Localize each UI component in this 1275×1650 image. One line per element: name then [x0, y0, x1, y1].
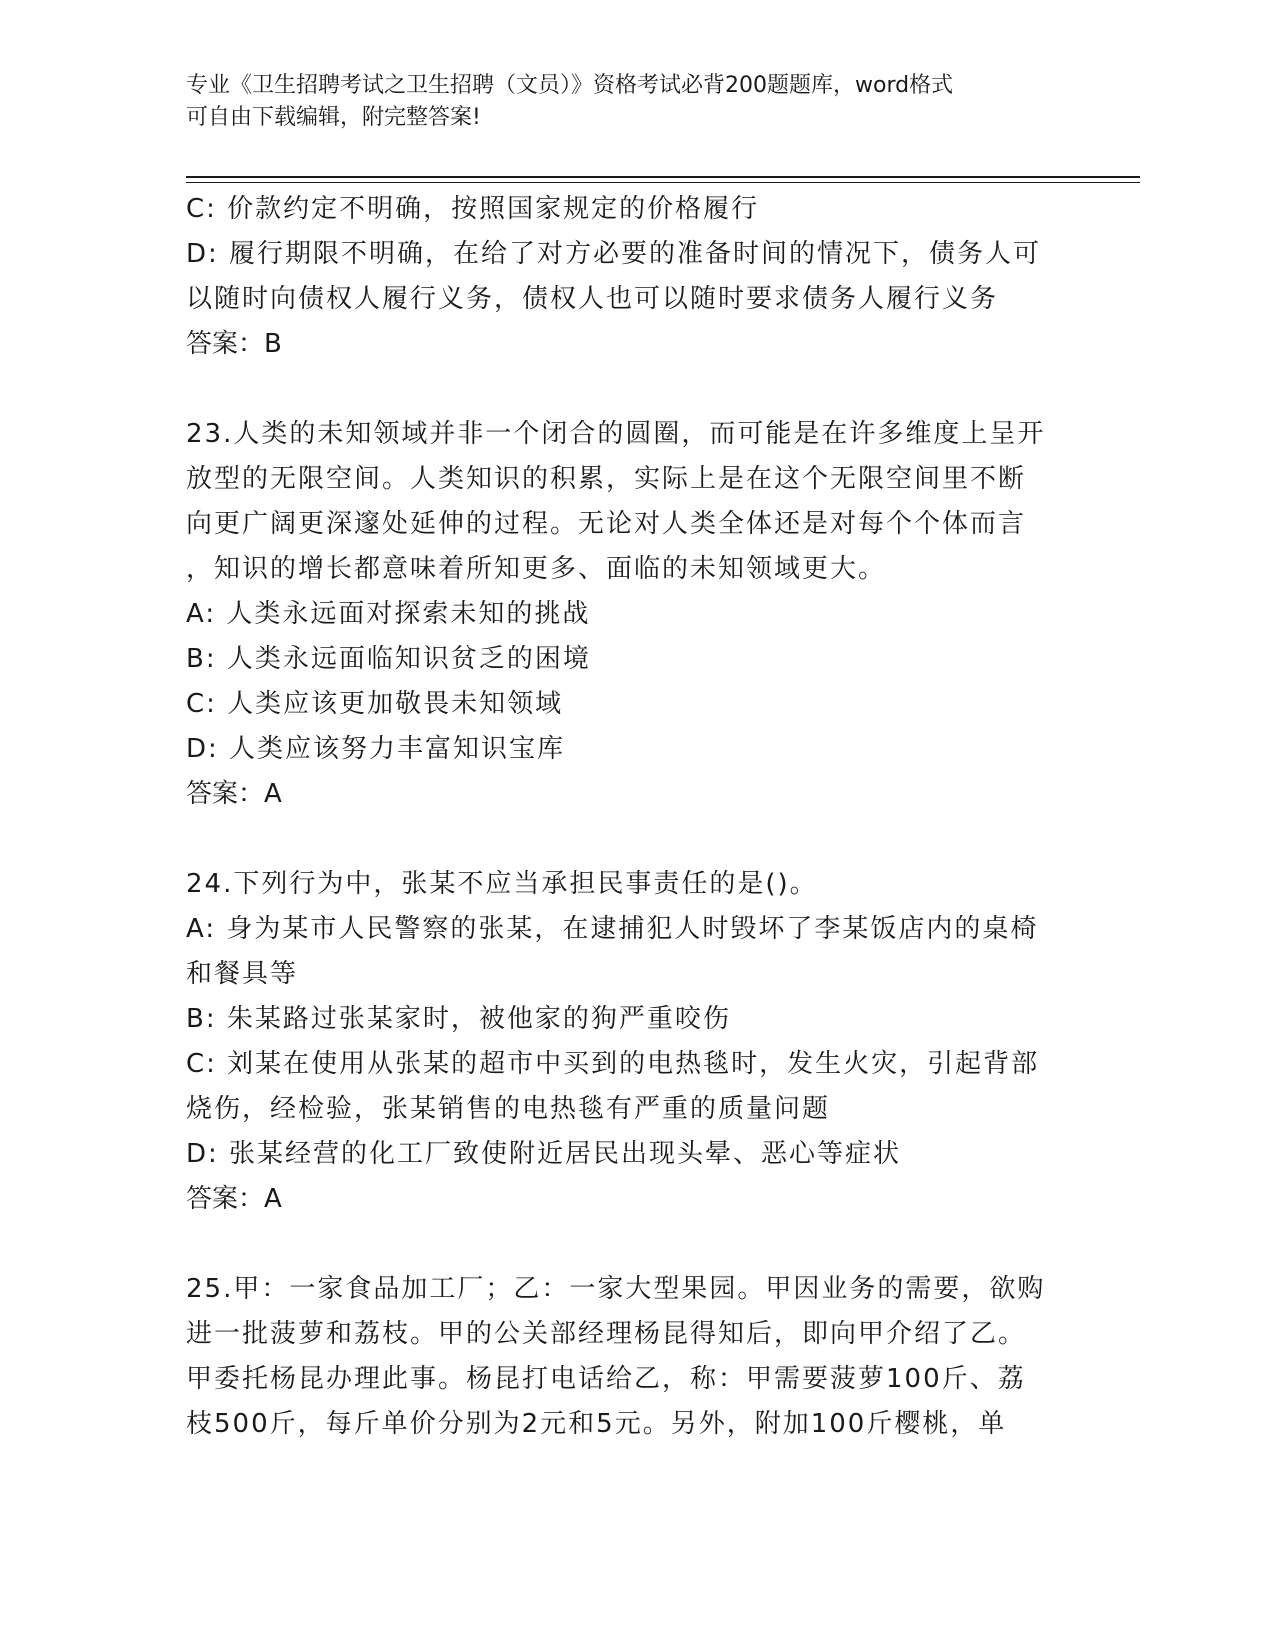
question-25 — [186, 1267, 1066, 1447]
option-d-continued: 以随时向债权人履行义务，债权人也可以随时要求债务人履行义务 — [186, 284, 999, 314]
option-c: C: 人类应该更加敬畏未知领域 — [186, 689, 564, 719]
option-d: D: 履行期限不明确，在给了对方必要的准备时间的情况下，债务人可 — [186, 239, 1042, 269]
question-22 — [186, 187, 1066, 367]
option-d: D: 人类应该努力丰富知识宝库 — [186, 734, 566, 764]
header-title-line-2: 可自由下载编辑，附完整答案! — [186, 105, 481, 130]
option-c: C: 价款约定不明确，按照国家规定的价格履行 — [186, 194, 760, 224]
answer: 答案：A — [186, 779, 282, 809]
question-stem-continued: ，知识的增长都意味着所知更多、面临的未知领域更大。 — [186, 554, 887, 584]
question-stem-continued: 枝500斤，每斤单价分别为2元和5元。另外，附加100斤樱桃，单 — [186, 1409, 1007, 1439]
question-23 — [186, 412, 1066, 817]
question-stem-continued: 向更广阔更深邃处延伸的过程。无论对人类全体还是对每个个体而言 — [186, 509, 1027, 539]
question-stem-continued: 放型的无限空间。人类知识的积累，实际上是在这个无限空间里不断 — [186, 464, 1027, 494]
option-d: D: 张某经营的化工厂致使附近居民出现头晕、恶心等症状 — [186, 1139, 902, 1169]
answer: 答案：B — [186, 329, 282, 359]
header-title-line-1: 专业《卫生招聘考试之卫生招聘（文员）》资格考试必背200题题库，word格式 — [186, 73, 954, 98]
option-a-continued: 和餐具等 — [186, 959, 299, 989]
question-24 — [186, 862, 1066, 1222]
header-divider-thin — [186, 182, 1140, 183]
option-c: C: 刘某在使用从张某的超市中买到的电热毯时，发生火灾，引起背部 — [186, 1049, 1040, 1079]
option-b: B: 人类永远面临知识贫乏的困境 — [186, 644, 591, 674]
spacer — [186, 817, 1066, 862]
option-a: A: 身为某市人民警察的张某，在逮捕犯人时毁坏了李某饭店内的桌椅 — [186, 914, 1039, 944]
question-stem: 24.下列行为中，张某不应当承担民事责任的是()。 — [186, 869, 818, 899]
option-b: B: 朱某路过张某家时，被他家的狗严重咬伤 — [186, 1004, 731, 1034]
spacer — [186, 1222, 1066, 1267]
question-stem: 25.甲：一家食品加工厂；乙：一家大型果园。甲因业务的需要，欲购 — [186, 1274, 1046, 1304]
question-content — [186, 187, 1066, 1447]
question-stem-continued: 进一批菠萝和荔枝。甲的公关部经理杨昆得知后，即向甲介绍了乙。 — [186, 1319, 1027, 1349]
answer: 答案：A — [186, 1184, 282, 1214]
option-c-continued: 烧伤，经检验，张某销售的电热毯有严重的质量问题 — [186, 1094, 831, 1124]
question-stem: 23.人类的未知领域并非一个闭合的圆圈，而可能是在许多维度上呈开 — [186, 419, 1046, 449]
page-header — [186, 70, 1066, 134]
spacer — [186, 367, 1066, 412]
header-divider-thick — [186, 176, 1140, 178]
question-stem-continued: 甲委托杨昆办理此事。杨昆打电话给乙，称：甲需要菠萝100斤、荔 — [186, 1364, 1026, 1394]
option-a: A: 人类永远面对探索未知的挑战 — [186, 599, 591, 629]
